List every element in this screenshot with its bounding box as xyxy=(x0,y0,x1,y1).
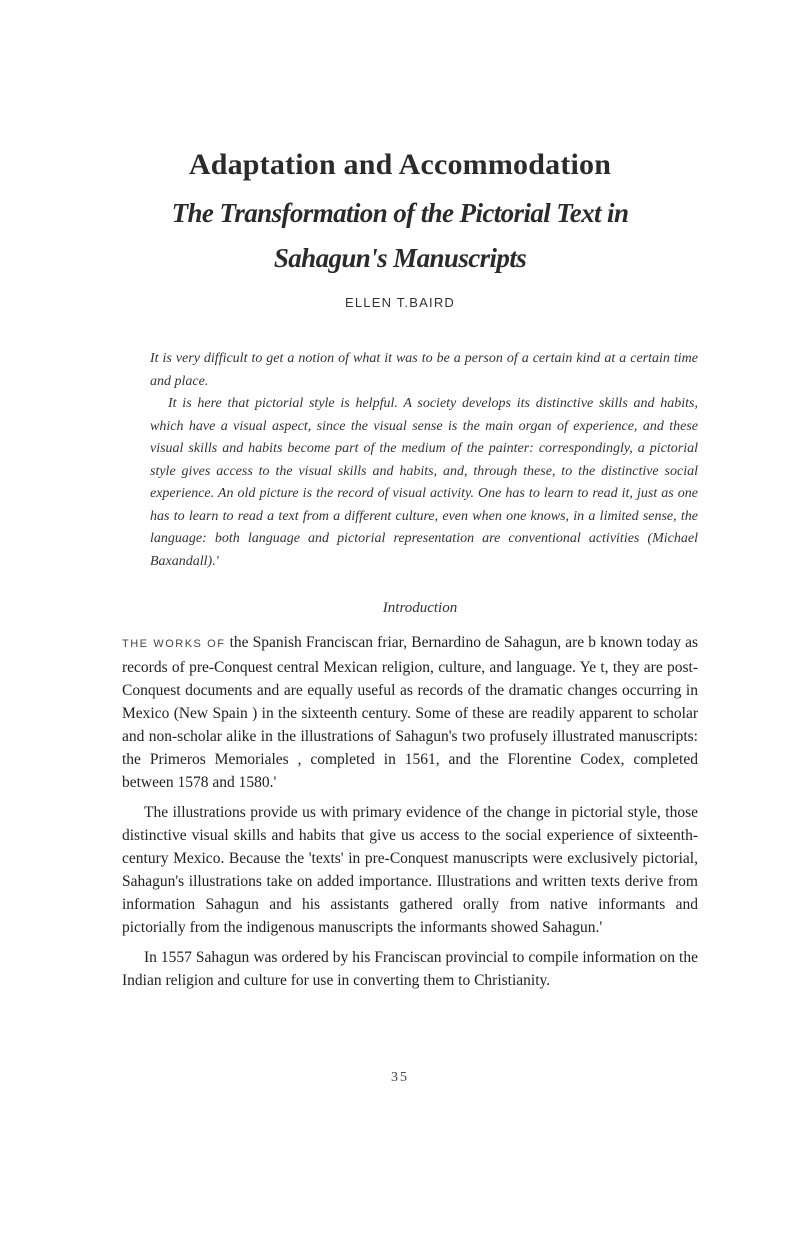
epigraph-paragraph-2: It is here that pictorial style is helpful. A society develops its distinctive skills and habits, which have a visual aspect, since the visual sense is the main organ of experience, and these visual skills and habits become part of the medium of the painter: correspondingly, a pictorial style gives access to the visual skills and habits, and, through these, to the distinctive social experience. An old picture is the record of visual activity. One has to learn to read it, just as one has to learn to read a text from a different culture, even when one knows, in a limited sense, the language: both language and pictorial representation are conventional activities (Michael Baxandall).' xyxy=(150,396,698,569)
body-paragraph-1-text: the Spanish Franciscan friar, Bernardino de Sahagun, are b known today as records of pre-Conquest central Mexican religion, culture, and language. Ye t, they are post-Conquest documents and are equally useful as records of the dramatic changes occurring in Mexico (New Spain ) in the sixteenth century. Some of these are readily apparent to scholar and non-scholar alike in the illustrations of Sahagun's two profusely illustrated manuscripts: the Primeros Memoriales , completed in 1561, and the Florentine Codex, completed between 1578 and 1580.' xyxy=(122,634,698,791)
epigraph-paragraph-1: It is very difficult to get a notion of what it was to be a person of a certain kind at a certain time and place. xyxy=(150,351,698,389)
lead-in-smallcaps: THE WORKS OF xyxy=(122,638,226,650)
body-paragraph-3: In 1557 Sahagun was ordered by his Franciscan provincial to compile information on the Indian religion and culture for use in converting them to Christianity. xyxy=(122,949,698,989)
body-text xyxy=(122,631,698,992)
section-heading: Introduction xyxy=(382,600,458,616)
author-name: ELLEN T.BAIRD xyxy=(344,295,455,310)
article-subtitle-line-1: The Transformation of the Pictorial Text in xyxy=(171,198,629,228)
article-subtitle-line-2: Sahagun's Manuscripts xyxy=(273,243,527,273)
article-title: Adaptation and Accommodation xyxy=(188,148,612,181)
page-number: 35 xyxy=(391,1070,409,1085)
epigraph xyxy=(150,348,698,573)
body-paragraph-1 xyxy=(122,631,698,794)
body-paragraph-2: The illustrations provide us with primary evidence of the change in pictorial style, those distinctive visual skills and habits that give us access to the social experience of sixteenth-century Mexico. Because the 'texts' in pre-Conquest manuscripts were exclusively pictorial, Sahagun's illustrations take on added importance. Illustrations and written texts derive from information Sahagun and his assistants gathered orally from native informants and pictorially from the indigenous manuscripts the informants showed Sahagun.' xyxy=(122,804,698,936)
